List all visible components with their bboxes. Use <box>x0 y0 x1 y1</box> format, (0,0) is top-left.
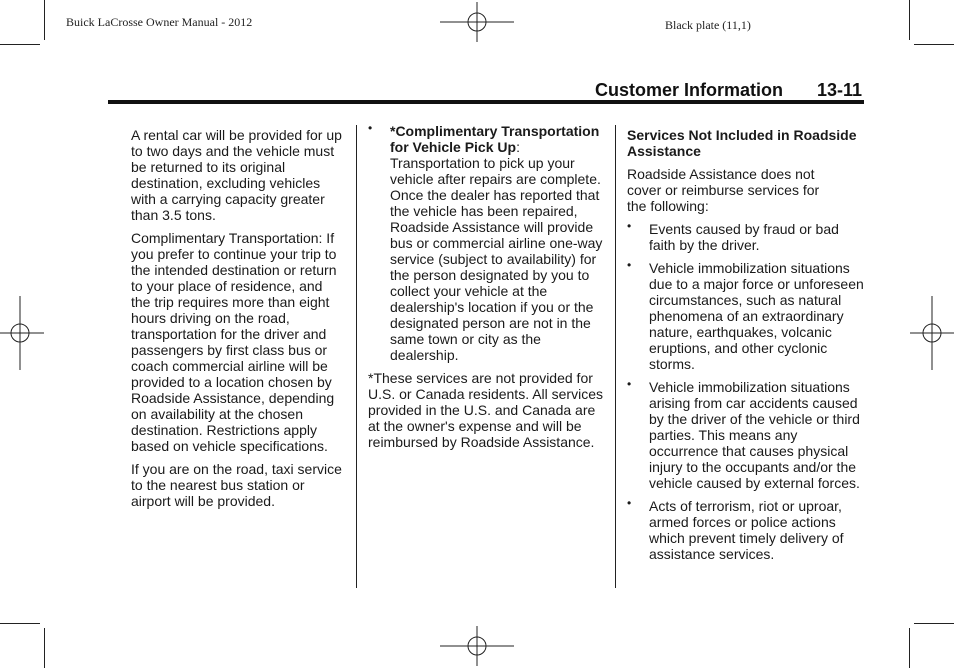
registration-mark-top <box>440 2 514 42</box>
bullet-icon: • <box>627 258 632 272</box>
section-title: Customer Information <box>595 80 784 100</box>
paragraph-taxi-service: If you are on the road, taxi service to the nearest bus station or airport will be provided. <box>131 461 342 509</box>
bullet-title-end: Up <box>497 139 517 155</box>
paragraph-rental-car: A rental car will be provided for up to two days and the vehicle must be returned to its original destination, excluding vehicles with a carrying capacity greater than 3.5 tons. <box>131 127 342 223</box>
subheading-services-not-included: Services Not Included in Roadside Assistance <box>627 127 857 159</box>
crop-mark <box>44 0 45 40</box>
bullet-icon: • <box>368 121 373 135</box>
bullet-icon: • <box>627 219 632 233</box>
list-item-vehicle-pickup <box>368 123 606 363</box>
list-item-text: Vehicle immobilization situations arising from car accidents caused by the driver of the vehicle or third parties. This means any occurrence that causes physical injury to the occupants and/or the vehicle caused by external forces. <box>649 379 860 491</box>
registration-mark-left <box>0 296 44 370</box>
crop-mark <box>914 44 954 45</box>
list-item-text: Acts of terrorism, riot or uproar, armed forces or police actions which prevent timely delivery of assistance services. <box>649 498 844 562</box>
crop-mark <box>909 628 910 668</box>
print-header-left: Buick LaCrosse Owner Manual - 2012 <box>66 15 253 29</box>
paragraph-footnote: *These services are not provided for U.S. or Canada residents. All services provided in the U.S. and Canada are at the owner's expense and will be reimbursed by Roadside Assistance. <box>368 370 603 450</box>
paragraph-complimentary-transportation: Complimentary Transportation: If you prefer to continue your trip to the intended destination or return to your place of residence, and the trip requires more than eight hours driving on the road, transportation for the driver and passengers by first class bus or coach commercial airline will be provided to a location chosen by Roadside Assistance, depending on availability at the chosen destination. Restrictions apply based on vehicle specifications. <box>131 230 337 454</box>
bullet-icon: • <box>627 377 632 391</box>
column-divider <box>615 125 616 588</box>
bullet-text: : Transportation to pick up your vehicle after repairs are complete. Once the dealer has reported that the vehicle has been repaired, Roadside Assistance will provide bus or commercial airline one-way service (subject to availability) for the person designated by you to collect your vehicle at the dealership's location if you or the designated person are not in the same town or city as the dealership. <box>390 139 603 363</box>
list-item-text: Vehicle immobilization situations due to a major force or unforeseen circumstances, such as natural phenomena of an extraordinary nature, earthquakes, volcanic eruptions, and other cyclonic storms. <box>649 260 864 372</box>
crop-mark <box>914 623 954 624</box>
page-number: 13-11 <box>817 80 863 100</box>
crop-mark <box>0 623 40 624</box>
header-rule <box>108 100 864 104</box>
column-divider <box>356 125 357 588</box>
bullet-icon: • <box>627 496 632 510</box>
column-right <box>627 127 865 569</box>
list-item-text: Events caused by fraud or bad faith by the driver. <box>649 221 839 253</box>
column-middle <box>368 123 606 457</box>
list-item <box>627 379 865 491</box>
crop-mark <box>909 0 910 40</box>
crop-mark <box>0 44 40 45</box>
bullet-title: *Complimentary Transportation for Vehicle Pick <box>390 123 600 155</box>
list-item <box>627 221 865 253</box>
paragraph-intro: Roadside Assistance does not cover or reimburse services for the following: <box>627 166 820 214</box>
column-left <box>131 127 345 516</box>
registration-mark-right <box>910 296 954 370</box>
list-item <box>627 260 865 372</box>
registration-mark-bottom <box>440 626 514 666</box>
crop-mark <box>44 628 45 668</box>
list-item <box>627 498 865 562</box>
print-header-right: Black plate (11,1) <box>665 18 751 32</box>
